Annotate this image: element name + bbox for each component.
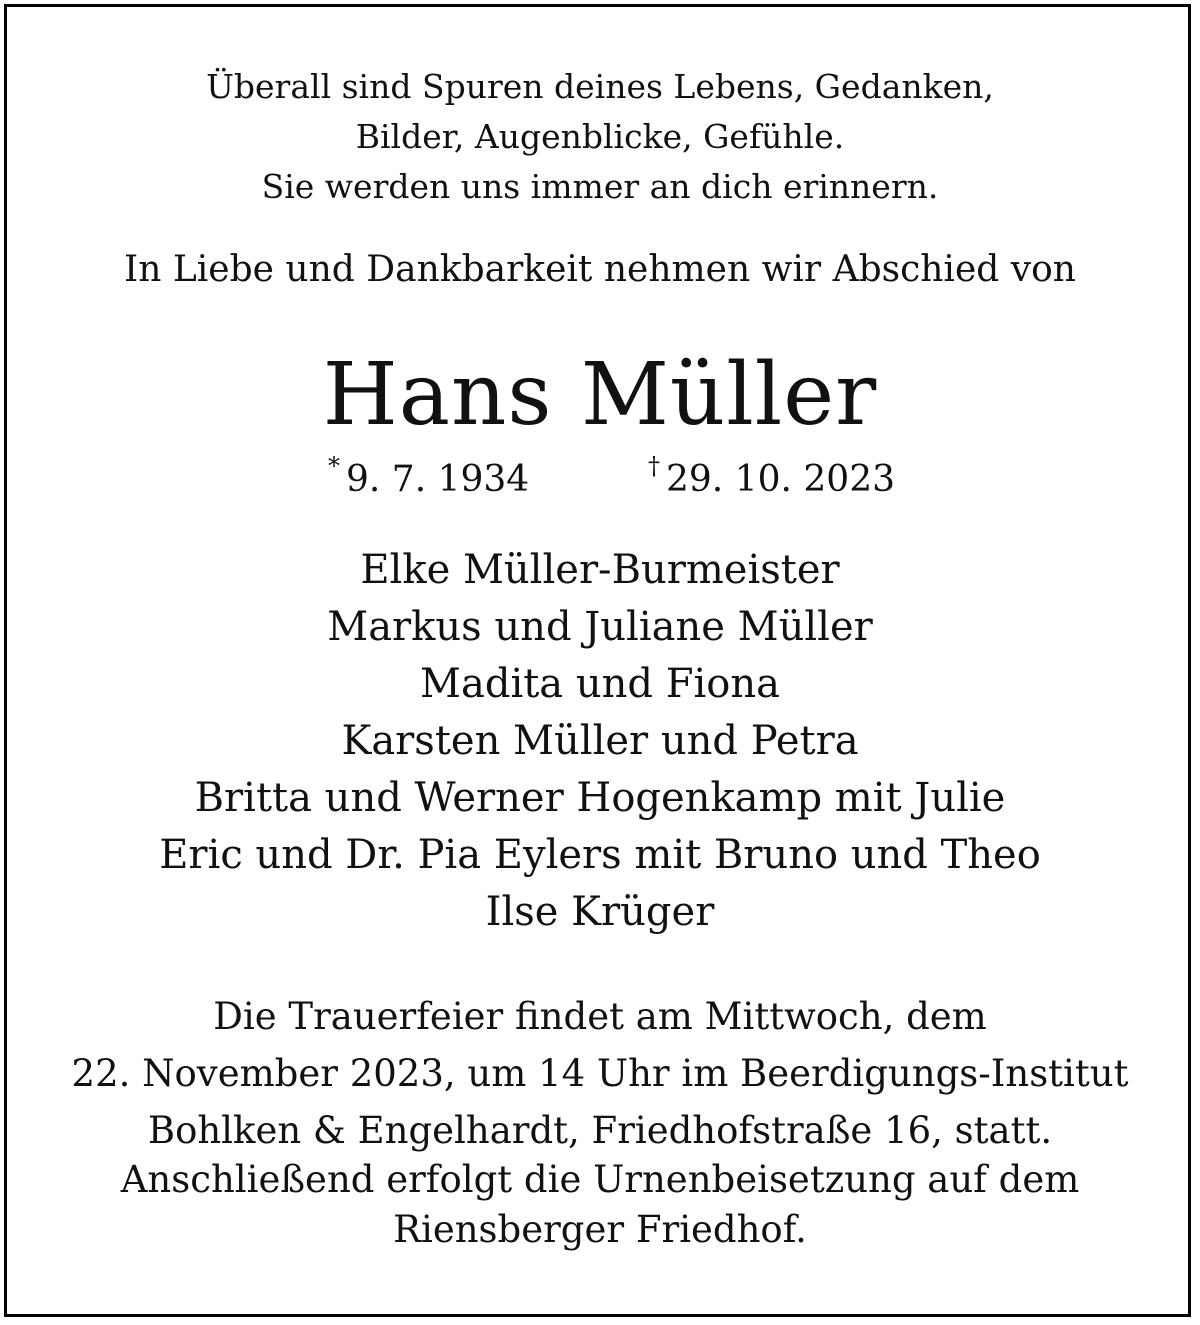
family-line-3: Madita und Fiona <box>420 661 780 707</box>
death-date <box>648 452 896 500</box>
death-cross-symbol: † <box>648 452 660 480</box>
family-line-1: Elke Müller-Burmeister <box>360 547 840 593</box>
family-line-5: Britta und Werner Hogenkamp mit Julie <box>194 775 1006 821</box>
deceased-name: Hans Müller <box>322 345 878 445</box>
family-line-4: Karsten Müller und Petra <box>341 718 859 764</box>
birth-star-symbol: * <box>328 452 340 480</box>
service-line-5: Riensberger Friedhof. <box>393 1208 807 1251</box>
family-line-6: Eric und Dr. Pia Eylers mit Bruno und Theo <box>159 832 1041 878</box>
verse-line-1: Überall sind Spuren deines Lebens, Gedanken, <box>206 67 994 106</box>
birth-date-value: 9. 7. 1934 <box>346 459 530 500</box>
service-line-3: Bohlken & Engelhardt, Friedhofstraße 16, statt. <box>147 1109 1053 1152</box>
birth-date <box>328 452 530 500</box>
family-line-7: Ilse Krüger <box>485 889 715 935</box>
service-line-4: Anschließend erfolgt die Urnenbeisetzung auf dem <box>120 1158 1080 1201</box>
family-line-2: Markus und Juliane Müller <box>327 604 873 650</box>
death-date-value: 29. 10. 2023 <box>666 459 896 500</box>
service-line-1: Die Trauerfeier findet am Mittwoch, dem <box>213 995 987 1038</box>
verse-line-2: Bilder, Augenblicke, Gefühle. <box>355 117 845 156</box>
farewell-intro: In Liebe und Dankbarkeit nehmen wir Abschied von <box>124 249 1076 290</box>
service-line-2: 22. November 2023, um 14 Uhr im Beerdigungs-Institut <box>71 1052 1129 1095</box>
verse-line-3: Sie werden uns immer an dich erinnern. <box>261 167 939 206</box>
